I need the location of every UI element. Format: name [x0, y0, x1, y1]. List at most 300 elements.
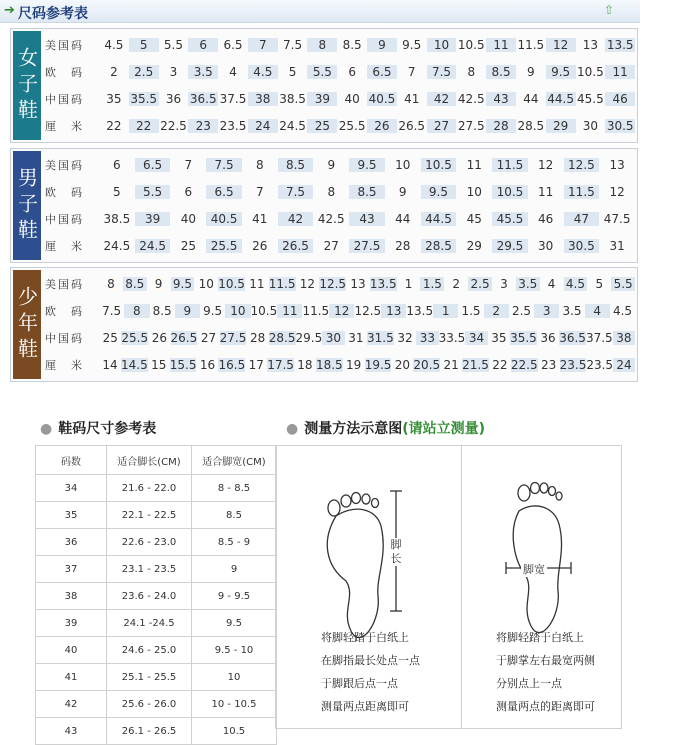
size-cell: 1.5 — [461, 303, 481, 318]
size-cell: 7 — [255, 184, 264, 199]
size-cell: 6.5 — [135, 158, 171, 172]
table-cell: 24.6 - 25.0 — [107, 637, 192, 664]
size-cell: 12 — [546, 38, 576, 52]
size-cell: 11 — [538, 184, 554, 199]
size-cell: 7 — [184, 157, 193, 172]
size-cell: 24 — [248, 119, 278, 133]
size-cell: 10.5 — [250, 303, 278, 318]
size-cell: 30 — [322, 331, 344, 345]
size-cell: 13.5 — [406, 303, 434, 318]
size-cell: 28.5 — [421, 239, 457, 253]
size-cell: 5.5 — [307, 65, 337, 79]
size-cell: 23 — [188, 119, 218, 133]
size-cell: 20 — [394, 358, 411, 373]
size-cell: 5 — [129, 38, 159, 52]
table-cell: 42 — [36, 691, 107, 718]
size-cell: 13.5 — [369, 276, 397, 291]
table-cell: 9.5 - 10 — [192, 637, 277, 664]
size-cell: 18.5 — [315, 358, 343, 373]
row-label: 美国码 — [45, 38, 84, 52]
size-cell: 9.5 — [349, 158, 385, 172]
size-cell: 11.5 — [492, 158, 528, 172]
size-cell: 12 — [329, 304, 354, 318]
table-cell: 21.6 - 22.0 — [107, 475, 192, 502]
size-cell: 13 — [582, 37, 599, 52]
size-cell: 3 — [534, 304, 559, 318]
size-cells — [99, 206, 635, 233]
size-cell: 25 — [102, 331, 118, 346]
size-cell: 25.5 — [206, 239, 242, 253]
size-cell: 5 — [288, 64, 297, 79]
ref-table — [35, 445, 277, 745]
size-cell: 9 — [527, 64, 535, 79]
size-cell: 23.5 — [586, 358, 614, 373]
table-row — [36, 691, 277, 718]
size-cell: 23.5 — [219, 119, 247, 134]
table-cell: 8 - 8.5 — [192, 475, 277, 502]
right-caption-line: 分别点上一点 — [496, 677, 562, 690]
size-cell: 44.5 — [421, 212, 457, 226]
size-cell: 11.5 — [302, 303, 330, 318]
size-cell: 38.5 — [103, 212, 131, 227]
size-cell: 2 — [484, 304, 509, 318]
left-caption-line: 将脚轻踏于白纸上 — [321, 631, 409, 644]
table-cell: 26.1 - 26.5 — [107, 718, 192, 745]
size-cell: 24.5 — [103, 239, 131, 254]
size-cell: 3 — [500, 276, 508, 291]
size-cell: 2 — [110, 64, 118, 79]
row-label: 美国码 — [45, 277, 84, 291]
size-cell: 12 — [538, 157, 554, 172]
size-cell: 3.5 — [516, 277, 540, 291]
size-cell: 30.5 — [564, 239, 600, 253]
size-cell: 12.5 — [319, 276, 347, 291]
size-cell: 2.5 — [468, 277, 492, 291]
arrow-icon: ➔ — [4, 3, 15, 18]
size-cell: 27.5 — [349, 239, 385, 253]
size-cell: 20.5 — [413, 358, 441, 373]
size-cell: 38 — [613, 331, 635, 345]
size-cell: 13 — [609, 157, 625, 172]
size-cell: 44 — [523, 92, 539, 107]
row-label: 厘 米 — [45, 120, 84, 134]
size-cell: 13 — [350, 276, 366, 291]
width-label: 脚宽 — [523, 563, 545, 576]
size-cell: 8.5 — [486, 65, 516, 79]
size-cell: 8 — [255, 157, 264, 172]
size-cell: 19.5 — [364, 358, 392, 373]
size-cell: 8.5 — [278, 158, 314, 172]
row-label: 美国码 — [45, 158, 84, 172]
right-caption — [496, 626, 595, 718]
size-cells — [99, 86, 635, 113]
size-cell: 38.5 — [279, 92, 306, 107]
table-cell: 10 - 10.5 — [192, 691, 277, 718]
table-cell: 39 — [36, 610, 107, 637]
size-cell: 40 — [180, 212, 196, 227]
youth-rows — [45, 270, 635, 379]
size-cell: 7.5 — [283, 37, 303, 52]
size-cell: 24 — [613, 358, 635, 372]
size-cells — [99, 113, 635, 140]
men-label: 男子鞋 — [13, 151, 41, 260]
size-cell: 12.5 — [564, 158, 600, 172]
size-cell: 32 — [397, 331, 413, 346]
size-cell: 7.5 — [206, 158, 242, 172]
table-cell: 22.6 - 23.0 — [107, 529, 192, 556]
size-cell: 8 — [307, 38, 337, 52]
table-row — [36, 718, 277, 745]
header-size: 码数 — [36, 446, 107, 475]
size-cells — [99, 297, 635, 324]
size-cell: 44 — [395, 212, 411, 227]
size-cell: 15 — [151, 358, 167, 373]
size-cell: 4.5 — [564, 277, 588, 291]
size-cell: 10.5 — [218, 276, 245, 291]
size-cell: 22 — [492, 358, 508, 373]
table-cell: 37 — [36, 556, 107, 583]
size-cell: 39 — [307, 92, 337, 106]
size-cell: 9 — [327, 157, 336, 172]
size-cell: 7.5 — [427, 65, 457, 79]
women-size-row — [45, 113, 635, 140]
size-cell: 9 — [367, 38, 397, 52]
women-rows — [45, 31, 635, 140]
length-label: 脚长 — [390, 538, 402, 565]
size-cell: 23.5 — [559, 358, 587, 373]
size-cell: 37.5 — [585, 331, 613, 346]
size-cell: 11 — [605, 65, 635, 79]
men-size-row — [45, 206, 635, 233]
size-cell: 28 — [395, 239, 411, 254]
size-cell: 33.5 — [438, 331, 466, 346]
row-label: 厘 米 — [45, 240, 84, 254]
right-caption-line: 将脚轻踏于白纸上 — [496, 631, 584, 644]
size-cell: 11 — [277, 304, 302, 318]
size-cell: 4.5 — [104, 37, 124, 52]
size-cell: 9.5 — [546, 65, 576, 79]
size-cell: 42 — [427, 92, 457, 106]
size-cell: 5.5 — [611, 277, 635, 291]
women-size-block — [10, 28, 638, 143]
size-cell: 4.5 — [248, 65, 278, 79]
size-cell: 26 — [252, 239, 268, 254]
size-cell: 16 — [199, 358, 216, 373]
size-cell: 35 — [106, 92, 122, 107]
size-cell: 46 — [605, 92, 635, 106]
size-cell: 14.5 — [121, 358, 148, 373]
size-cell: 24.5 — [135, 239, 171, 253]
size-cell: 10 — [427, 38, 457, 52]
size-cell: 45.5 — [577, 92, 604, 107]
size-cell: 37.5 — [219, 92, 247, 107]
table-cell: 34 — [36, 475, 107, 502]
size-cell: 36 — [165, 92, 182, 107]
table-row — [36, 583, 277, 610]
size-cell: 22.5 — [510, 358, 538, 373]
size-cell: 10 — [466, 184, 482, 199]
header-length: 适合脚长(CM) — [107, 446, 192, 475]
table-cell: 10.5 — [192, 718, 277, 745]
size-cells — [99, 325, 635, 352]
size-cell: 6 — [113, 157, 121, 172]
size-cell: 10 — [198, 276, 214, 291]
table-cell: 35 — [36, 502, 107, 529]
table-row — [36, 664, 277, 691]
size-cell: 19 — [346, 358, 362, 373]
table-cell: 23.1 - 23.5 — [107, 556, 192, 583]
size-cell: 17.5 — [267, 358, 294, 373]
size-cell: 13 — [381, 304, 406, 318]
measure-title: ● 测量方法示意图(请站立测量) — [286, 421, 486, 437]
size-cell: 4 — [229, 64, 237, 79]
size-cell: 35 — [491, 331, 507, 346]
size-cell: 8 — [327, 184, 336, 199]
size-cell: 42.5 — [317, 212, 345, 227]
women-label: 女子鞋 — [13, 31, 41, 140]
size-cell: 7.5 — [278, 185, 314, 199]
size-cell: 41 — [404, 92, 420, 107]
table-row — [36, 502, 277, 529]
size-cell: 6.5 — [206, 185, 242, 199]
page-title: 尺码参考表 — [18, 6, 88, 22]
size-cell: 29.5 — [492, 239, 528, 253]
size-cell: 8 — [124, 304, 149, 318]
size-cell: 41 — [252, 212, 268, 227]
size-cell: 43 — [486, 92, 516, 106]
size-cell: 33 — [416, 331, 438, 345]
size-cell: 35.5 — [130, 92, 158, 107]
size-cell: 42.5 — [457, 92, 485, 107]
size-cell: 6 — [348, 64, 356, 79]
size-cell: 34 — [465, 331, 487, 345]
size-cell: 36 — [540, 331, 556, 346]
size-cell: 30 — [538, 239, 554, 254]
table-cell: 41 — [36, 664, 107, 691]
size-cell: 9.5 — [203, 303, 223, 318]
size-cell: 38 — [248, 92, 278, 106]
size-cell: 27.5 — [219, 331, 247, 346]
size-cell: 39 — [135, 212, 171, 226]
size-cell: 9.5 — [421, 185, 457, 199]
size-cell: 25.5 — [121, 331, 149, 346]
size-cell: 6 — [184, 184, 193, 199]
measure-diagram — [275, 445, 622, 729]
size-cell: 12.5 — [354, 303, 382, 318]
youth-size-row — [45, 270, 635, 297]
size-cell: 9.5 — [402, 37, 422, 52]
size-cell: 31 — [609, 239, 625, 254]
size-cell: 10.5 — [492, 185, 528, 199]
size-cell: 25 — [307, 119, 337, 133]
size-cell: 6 — [188, 38, 218, 52]
size-cell: 3 — [169, 64, 178, 79]
table-cell: 22.1 - 22.5 — [107, 502, 192, 529]
size-cell: 25.5 — [338, 119, 366, 134]
table-row — [36, 556, 277, 583]
size-cell: 8.5 — [349, 185, 385, 199]
size-cell: 1 — [433, 304, 458, 318]
size-cell: 8.5 — [123, 277, 147, 291]
size-cell: 6.5 — [367, 65, 397, 79]
size-cell: 2 — [452, 276, 461, 291]
size-cells — [99, 270, 635, 297]
row-label: 厘 米 — [45, 359, 84, 373]
size-cell: 26.5 — [278, 239, 314, 253]
size-cell: 44.5 — [547, 92, 574, 107]
size-cell: 40 — [344, 92, 360, 107]
ref-table-title: ● 鞋码尺寸参考表 — [40, 421, 157, 437]
size-cell: 7 — [248, 38, 278, 52]
left-caption-line: 于脚跟后点一点 — [321, 677, 398, 690]
size-cell: 29 — [546, 119, 576, 133]
size-cell: 21 — [443, 358, 459, 373]
table-row — [36, 637, 277, 664]
size-cell: 13.5 — [606, 37, 634, 52]
size-cell: 15.5 — [169, 358, 197, 373]
size-cell: 3.5 — [562, 303, 582, 318]
size-cell: 11 — [249, 276, 265, 291]
size-cell: 47 — [564, 212, 600, 226]
men-size-row — [45, 233, 635, 260]
size-cell: 31.5 — [367, 331, 394, 346]
men-size-block — [10, 148, 638, 263]
size-cell: 35.5 — [510, 331, 537, 346]
size-cells — [99, 178, 635, 205]
size-cell: 29.5 — [295, 331, 323, 346]
size-cell: 27 — [323, 239, 339, 254]
size-cell: 30 — [582, 119, 599, 134]
size-cells — [99, 151, 635, 178]
row-label: 欧 码 — [45, 65, 84, 79]
size-cell: 7 — [407, 64, 416, 79]
left-caption-line: 测量两点距离即可 — [321, 700, 409, 713]
right-caption-line: 测量两点的距离即可 — [496, 700, 595, 713]
size-cell: 47.5 — [603, 212, 631, 227]
size-cell: 27 — [427, 119, 457, 133]
row-label: 欧 码 — [45, 185, 84, 199]
size-cell: 11.5 — [268, 276, 296, 291]
table-cell: 8.5 - 9 — [192, 529, 277, 556]
size-cell: 6.5 — [223, 37, 243, 52]
size-cell: 21.5 — [462, 358, 489, 373]
table-row — [36, 529, 277, 556]
men-size-row — [45, 178, 635, 205]
size-cell: 28 — [486, 119, 516, 133]
size-cell: 10 — [395, 157, 411, 172]
ref-table-header-row — [36, 446, 277, 475]
table-row — [36, 610, 277, 637]
table-cell: 38 — [36, 583, 107, 610]
size-cell: 26.5 — [398, 119, 426, 134]
size-cell: 5.5 — [163, 37, 183, 52]
women-size-row — [45, 86, 635, 113]
size-cell: 5 — [113, 184, 121, 199]
size-cell: 11.5 — [564, 185, 600, 199]
size-cell: 10.5 — [421, 158, 457, 172]
table-cell: 36 — [36, 529, 107, 556]
size-cell: 16.5 — [218, 358, 246, 373]
size-cell: 40.5 — [206, 212, 242, 226]
size-cell: 1 — [404, 276, 413, 291]
size-cell: 45.5 — [492, 212, 528, 226]
youth-size-block — [10, 267, 638, 382]
youth-label: 少年鞋 — [13, 270, 41, 379]
size-cell: 2.5 — [129, 65, 159, 79]
size-cell: 28 — [249, 331, 266, 346]
table-row — [36, 475, 277, 502]
size-cell: 24.5 — [279, 119, 306, 134]
size-cell: 11 — [466, 157, 482, 172]
size-cell: 8 — [467, 64, 476, 79]
size-cell: 27.5 — [457, 119, 485, 134]
women-size-row — [45, 58, 635, 85]
youth-size-row — [45, 325, 635, 352]
table-cell: 8.5 — [192, 502, 277, 529]
size-cell: 25 — [180, 239, 196, 254]
row-label: 中国码 — [45, 213, 84, 227]
size-cell: 9 — [154, 276, 163, 291]
size-cell: 36.5 — [189, 92, 217, 107]
table-cell: 10 — [192, 664, 277, 691]
size-cell: 11.5 — [517, 37, 545, 52]
size-cell: 28.5 — [517, 119, 545, 134]
size-cell: 7.5 — [102, 303, 122, 318]
right-caption-line: 于脚掌左右最宽两侧 — [496, 654, 595, 667]
size-cell: 10.5 — [457, 37, 485, 52]
size-cell: 29 — [466, 239, 482, 254]
size-cell: 23 — [540, 358, 557, 373]
men-size-row — [45, 151, 635, 178]
size-cell: 22 — [129, 119, 159, 133]
size-cell: 14 — [102, 358, 118, 373]
page-header — [0, 0, 640, 23]
table-cell: 25.1 - 25.5 — [107, 664, 192, 691]
size-cells — [99, 31, 635, 58]
up-arrow-icon: ⇧ — [603, 3, 614, 17]
size-cells — [99, 58, 635, 85]
size-cell: 3.5 — [188, 65, 218, 79]
size-cell: 26 — [367, 119, 397, 133]
left-caption — [321, 626, 420, 718]
size-cell: 4 — [547, 276, 556, 291]
size-cell: 10 — [225, 304, 250, 318]
header-width: 适合脚宽(CM) — [192, 446, 277, 475]
size-cell: 9 — [398, 184, 407, 199]
table-cell: 9.5 — [192, 610, 277, 637]
table-cell: 24.1 -24.5 — [107, 610, 192, 637]
size-cell: 36.5 — [559, 331, 586, 346]
size-cell: 42 — [278, 212, 314, 226]
row-label: 中国码 — [45, 93, 84, 107]
size-cell: 9.5 — [171, 277, 195, 291]
table-cell: 43 — [36, 718, 107, 745]
size-cell: 31 — [348, 331, 364, 346]
size-cell: 8 — [107, 276, 115, 291]
table-cell: 25.6 - 26.0 — [107, 691, 192, 718]
table-cell: 23.6 - 24.0 — [107, 583, 192, 610]
size-cell: 5 — [595, 276, 604, 291]
size-cell: 30.5 — [606, 119, 634, 134]
table-cell: 40 — [36, 637, 107, 664]
size-cell: 8.5 — [342, 37, 362, 52]
youth-size-row — [45, 297, 635, 324]
size-cell: 26 — [151, 331, 167, 346]
size-cell: 28.5 — [268, 331, 296, 346]
size-cell: 27 — [200, 331, 217, 346]
size-cell: 43 — [349, 212, 385, 226]
men-rows — [45, 151, 635, 260]
